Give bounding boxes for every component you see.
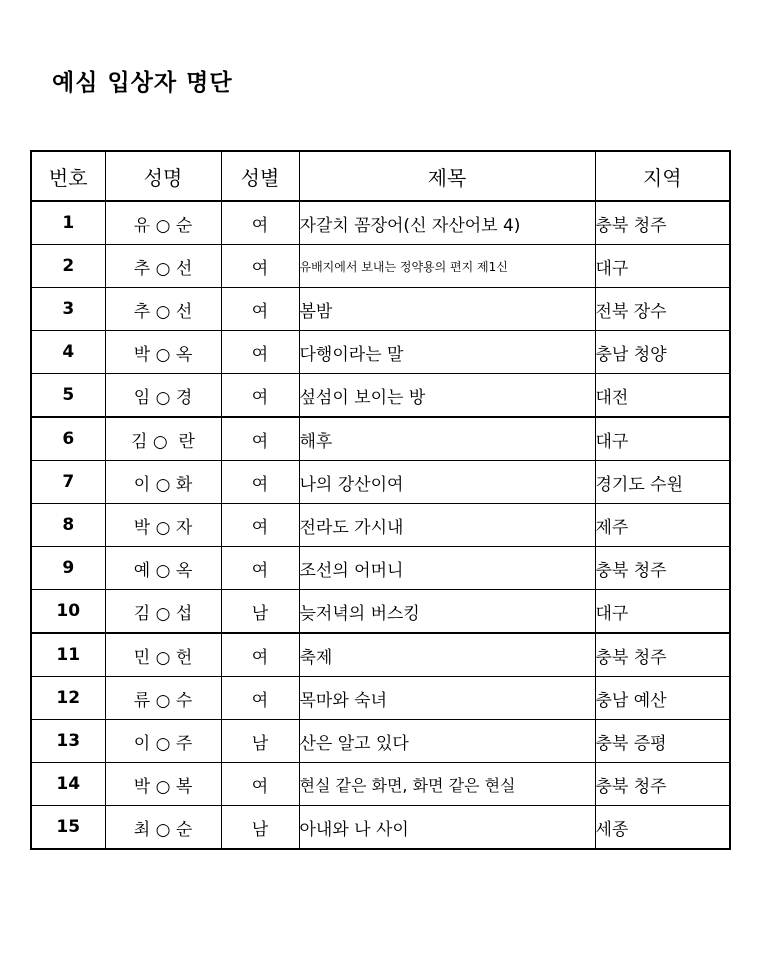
- cell-title: 조선의 어머니: [299, 547, 595, 590]
- cell-title: 목마와 숙녀: [299, 677, 595, 720]
- cell-name: 민 ○ 헌: [105, 633, 221, 677]
- cell-region: 대전: [595, 374, 730, 418]
- cell-region: 전북 장수: [595, 288, 730, 331]
- cell-gender: 여: [221, 201, 299, 245]
- cell-title: 봄밤: [299, 288, 595, 331]
- document-title: 예심 입상자 명단: [52, 70, 233, 96]
- cell-region: 세종: [595, 806, 730, 850]
- cell-gender: 여: [221, 288, 299, 331]
- cell-number: 9: [31, 547, 105, 590]
- cell-gender: 여: [221, 547, 299, 590]
- cell-number: 2: [31, 245, 105, 288]
- cell-title: 섶섬이 보이는 방: [299, 374, 595, 418]
- cell-gender: 여: [221, 417, 299, 461]
- cell-name: 추 ○ 선: [105, 288, 221, 331]
- cell-name: 이 ○ 주: [105, 720, 221, 763]
- cell-name: 임 ○ 경: [105, 374, 221, 418]
- cell-gender: 여: [221, 763, 299, 806]
- table-row: [31, 417, 730, 461]
- table-row: [31, 245, 730, 288]
- cell-region: 충북 청주: [595, 547, 730, 590]
- cell-region: 충북 청주: [595, 633, 730, 677]
- cell-number: 7: [31, 461, 105, 504]
- cell-number: 1: [31, 201, 105, 245]
- cell-name: 박 ○ 옥: [105, 331, 221, 374]
- cell-title: 해후: [299, 417, 595, 461]
- cell-title: 전라도 가시내: [299, 504, 595, 547]
- cell-title: 산은 알고 있다: [299, 720, 595, 763]
- table-row: [31, 547, 730, 590]
- winners-table: [30, 150, 731, 850]
- cell-name: 박 ○ 자: [105, 504, 221, 547]
- cell-region: 충북 청주: [595, 201, 730, 245]
- cell-gender: 여: [221, 245, 299, 288]
- cell-gender: 남: [221, 806, 299, 850]
- cell-number: 11: [31, 633, 105, 677]
- cell-name: 최 ○ 순: [105, 806, 221, 850]
- cell-name: 김 ○ 섭: [105, 590, 221, 634]
- cell-number: 3: [31, 288, 105, 331]
- table-row: [31, 201, 730, 245]
- header-region: 지역: [595, 151, 730, 201]
- cell-region: 대구: [595, 590, 730, 634]
- cell-number: 8: [31, 504, 105, 547]
- table-row: [31, 633, 730, 677]
- cell-region: 충남 예산: [595, 677, 730, 720]
- cell-gender: 여: [221, 677, 299, 720]
- cell-title: 유배지에서 보내는 정약용의 편지 제1신: [299, 245, 595, 288]
- cell-title: 자갈치 꼼장어(신 자산어보 4): [299, 201, 595, 245]
- cell-gender: 여: [221, 504, 299, 547]
- header-title: 제목: [299, 151, 595, 201]
- cell-gender: 여: [221, 331, 299, 374]
- cell-region: 경기도 수원: [595, 461, 730, 504]
- cell-region: 대구: [595, 417, 730, 461]
- table-row: [31, 374, 730, 418]
- cell-gender: 남: [221, 720, 299, 763]
- cell-gender: 여: [221, 374, 299, 418]
- cell-name: 류 ○ 수: [105, 677, 221, 720]
- cell-gender: 남: [221, 590, 299, 634]
- cell-title: 현실 같은 화면, 화면 같은 현실: [299, 763, 595, 806]
- cell-name: 추 ○ 선: [105, 245, 221, 288]
- cell-gender: 여: [221, 633, 299, 677]
- table-row: [31, 504, 730, 547]
- table-row: [31, 288, 730, 331]
- table-row: [31, 461, 730, 504]
- cell-title: 늦저녁의 버스킹: [299, 590, 595, 634]
- table-row: [31, 720, 730, 763]
- cell-title: 다행이라는 말: [299, 331, 595, 374]
- cell-title: 아내와 나 사이: [299, 806, 595, 850]
- cell-name: 박 ○ 복: [105, 763, 221, 806]
- cell-region: 제주: [595, 504, 730, 547]
- table-row: [31, 806, 730, 850]
- cell-title: 축제: [299, 633, 595, 677]
- cell-title: 나의 강산이여: [299, 461, 595, 504]
- cell-gender: 여: [221, 461, 299, 504]
- table-row: [31, 677, 730, 720]
- cell-region: 대구: [595, 245, 730, 288]
- table-row: [31, 763, 730, 806]
- cell-name: 예 ○ 옥: [105, 547, 221, 590]
- cell-name: 김 ○ 란: [105, 417, 221, 461]
- cell-number: 10: [31, 590, 105, 634]
- cell-region: 충남 청양: [595, 331, 730, 374]
- cell-number: 12: [31, 677, 105, 720]
- cell-number: 13: [31, 720, 105, 763]
- header-gender: 성별: [221, 151, 299, 201]
- header-name: 성명: [105, 151, 221, 201]
- header-number: 번호: [31, 151, 105, 201]
- cell-region: 충북 증평: [595, 720, 730, 763]
- cell-number: 5: [31, 374, 105, 418]
- table-row: [31, 590, 730, 634]
- cell-region: 충북 청주: [595, 763, 730, 806]
- cell-number: 14: [31, 763, 105, 806]
- cell-number: 4: [31, 331, 105, 374]
- table-header-row: [31, 151, 730, 201]
- cell-number: 15: [31, 806, 105, 850]
- cell-name: 이 ○ 화: [105, 461, 221, 504]
- cell-name: 유 ○ 순: [105, 201, 221, 245]
- cell-number: 6: [31, 417, 105, 461]
- table-row: [31, 331, 730, 374]
